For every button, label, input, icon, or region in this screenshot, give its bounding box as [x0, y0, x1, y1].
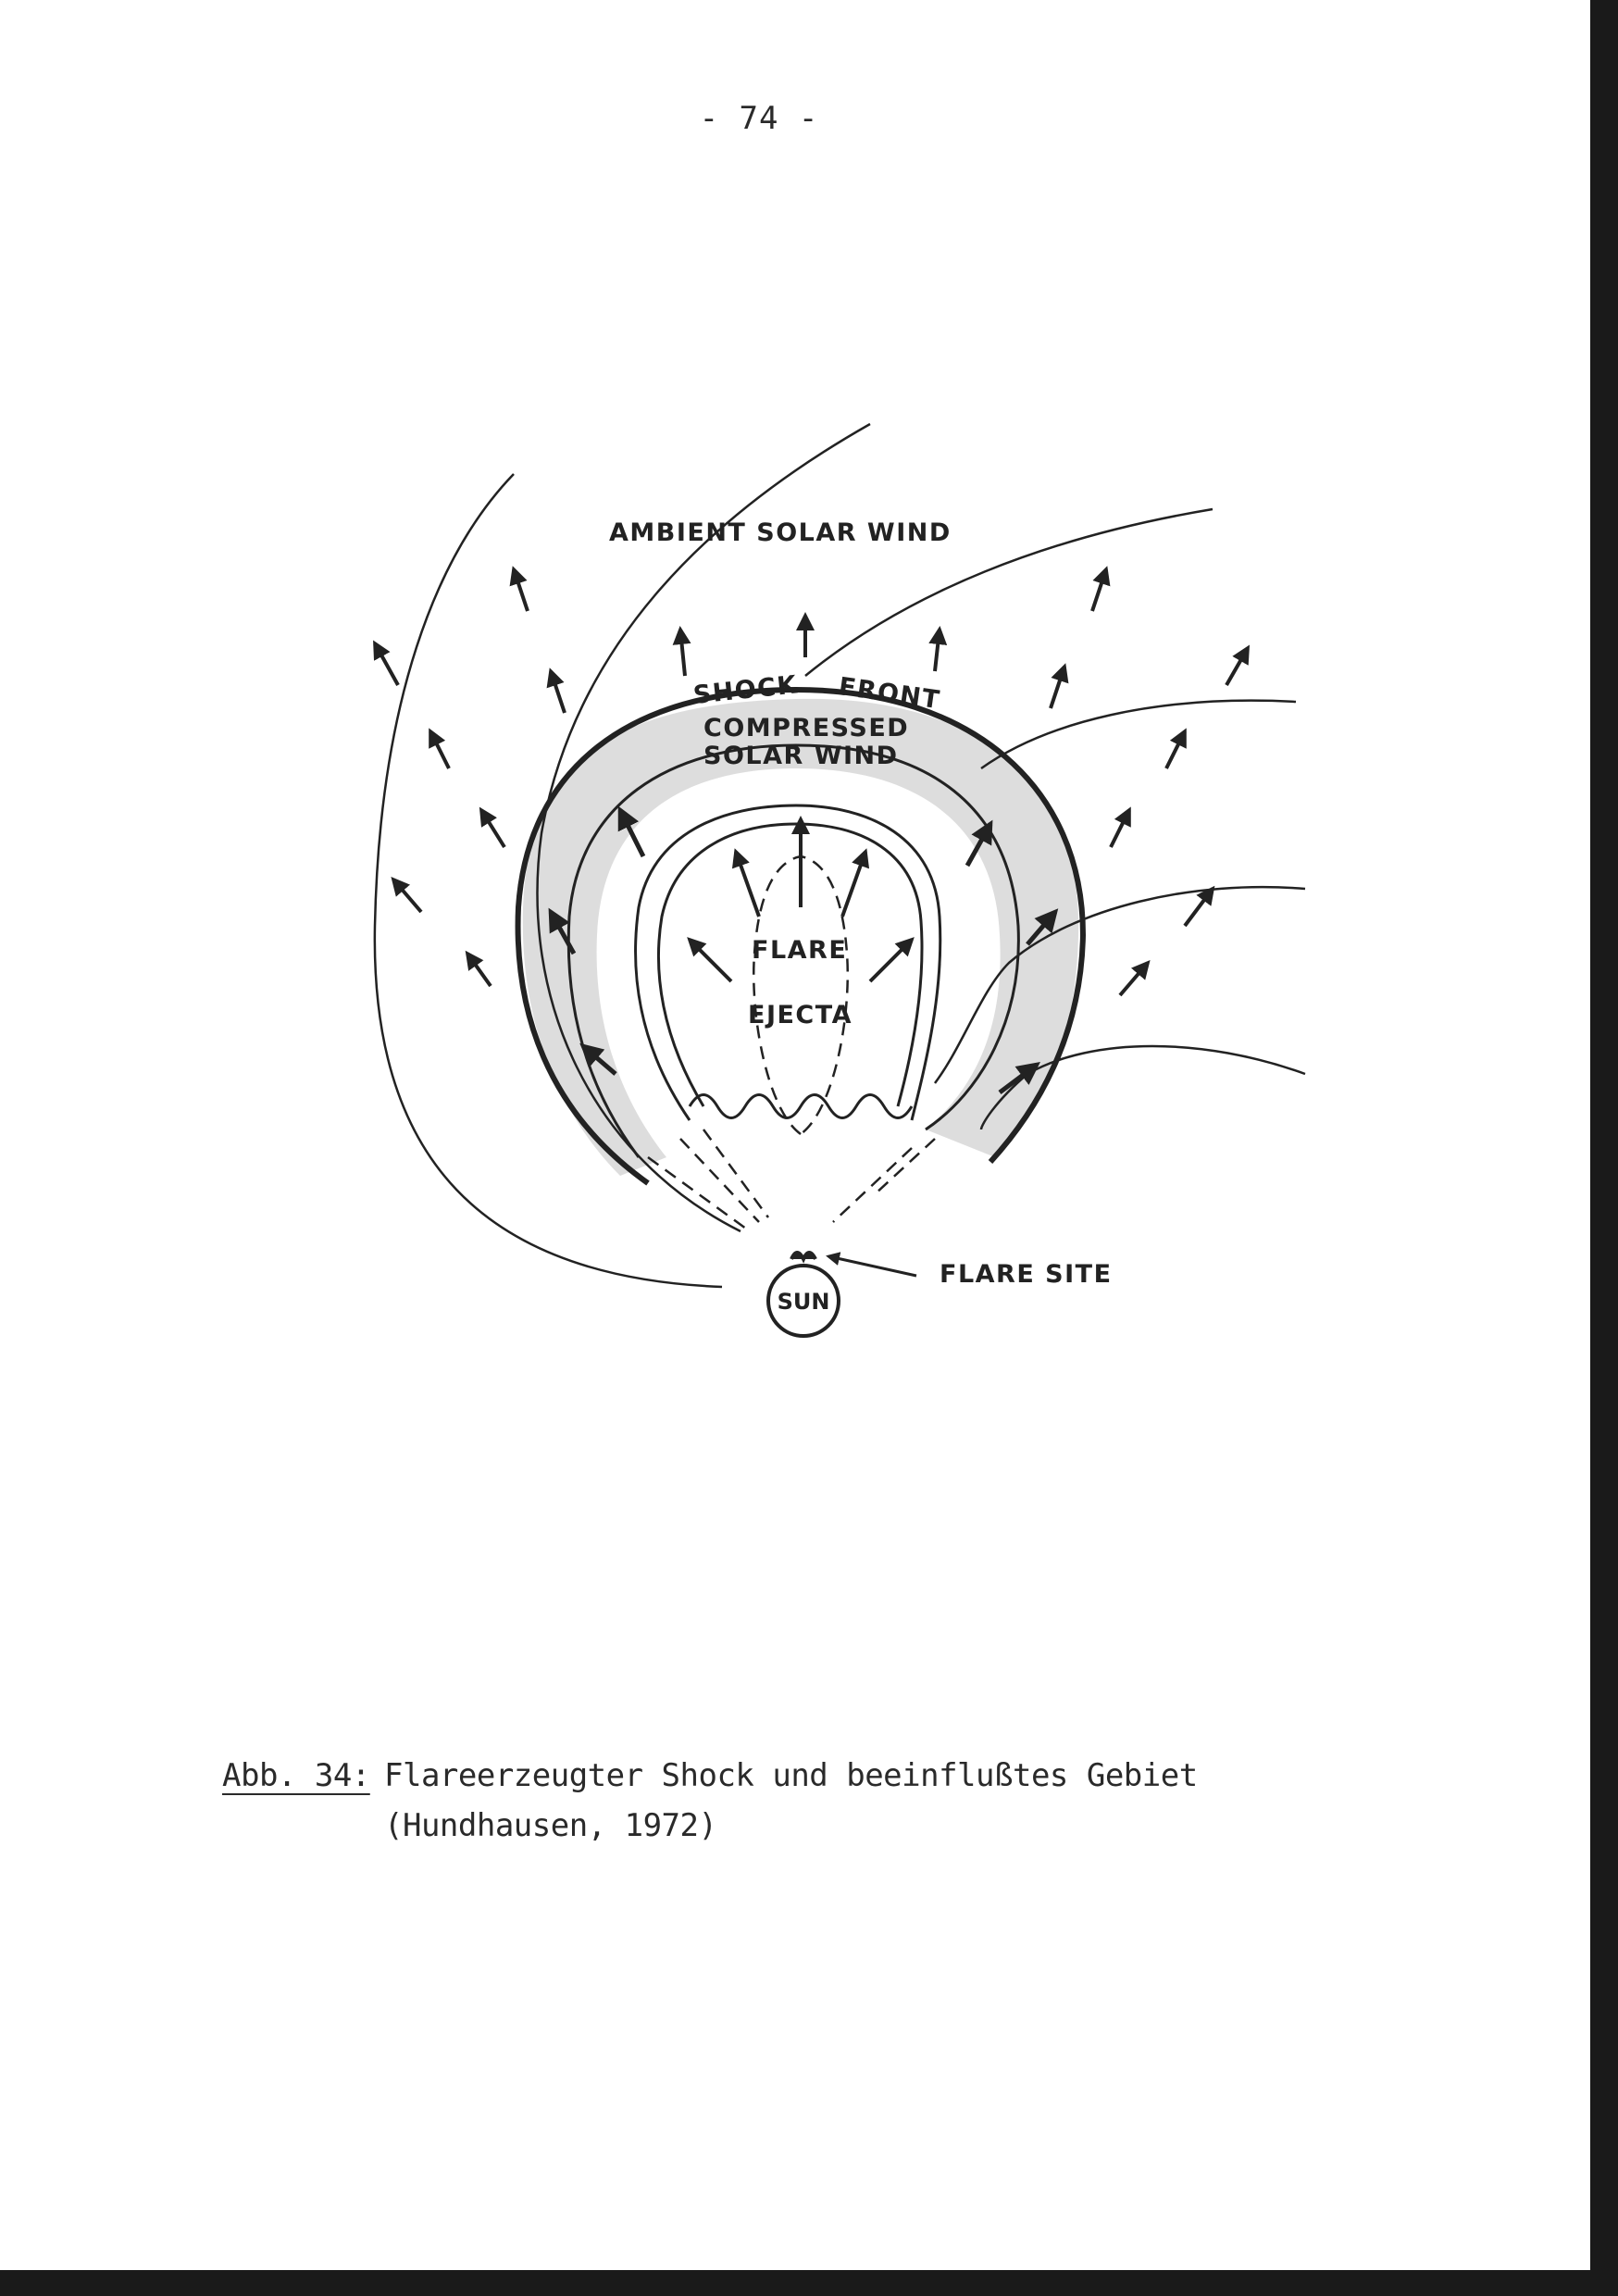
field-line — [981, 701, 1296, 768]
dashed-footpoint-line — [833, 1148, 912, 1222]
ambient-flow-arrow — [1226, 648, 1248, 685]
ambient-flow-arrow — [1092, 569, 1106, 611]
ambient-flow-arrow — [551, 671, 565, 713]
ambient-flow-arrow — [393, 880, 421, 912]
flare-site-pointer — [828, 1256, 916, 1276]
ambient-flow-arrow — [1111, 810, 1129, 847]
ejecta-flow-arrow — [870, 940, 912, 981]
ejecta-flow-arrow — [842, 852, 865, 917]
ambient-flow-arrow — [514, 569, 528, 611]
ejecta-flow-arrow — [736, 852, 759, 917]
ambient-flow-arrow — [1051, 667, 1064, 708]
ambient-flow-arrow — [375, 643, 398, 685]
ambient-flow-arrow — [680, 630, 685, 676]
dashed-footpoint-line — [875, 1139, 935, 1194]
caption-text: Flareerzeugter Shock und beeinflußtes Gebiet — [384, 1757, 1198, 1794]
scan-border-right — [1590, 0, 1618, 2296]
figure-caption — [222, 1757, 1198, 1844]
label-front: FRONT — [837, 672, 942, 716]
ejecta-flow-arrow — [690, 940, 731, 981]
page-number: - 74 - — [699, 100, 819, 137]
dashed-footpoint-line — [648, 1157, 750, 1231]
ejecta-loop — [658, 824, 922, 1106]
ambient-flow-arrow — [935, 630, 940, 671]
ambient-flow-arrow — [1185, 889, 1213, 926]
label-sun: SUN — [777, 1289, 830, 1315]
scan-border-bottom — [0, 2270, 1618, 2296]
label-solar-wind: SOLAR WIND — [703, 742, 899, 770]
ambient-flow-arrow — [1120, 963, 1148, 995]
label-shock: SHOCK — [691, 670, 800, 710]
ambient-flow-arrow — [430, 731, 449, 768]
label-flare: FLARE — [752, 936, 848, 965]
label-ambient-solar-wind: AMBIENT SOLAR WIND — [609, 518, 952, 547]
ambient-flow-arrow — [481, 810, 504, 847]
ejecta-wavy-base — [690, 1095, 912, 1118]
label-ejecta: EJECTA — [748, 1001, 853, 1029]
ambient-flow-arrow — [467, 954, 491, 986]
flare-site-marker — [791, 1253, 815, 1259]
label-compressed: COMPRESSED — [703, 714, 910, 742]
caption-label: Abb. 34: — [222, 1757, 370, 1794]
ambient-flow-arrow — [1166, 731, 1185, 768]
label-flare-site: FLARE SITE — [940, 1260, 1113, 1289]
caption-source: (Hundhausen, 1972) — [384, 1807, 717, 1844]
